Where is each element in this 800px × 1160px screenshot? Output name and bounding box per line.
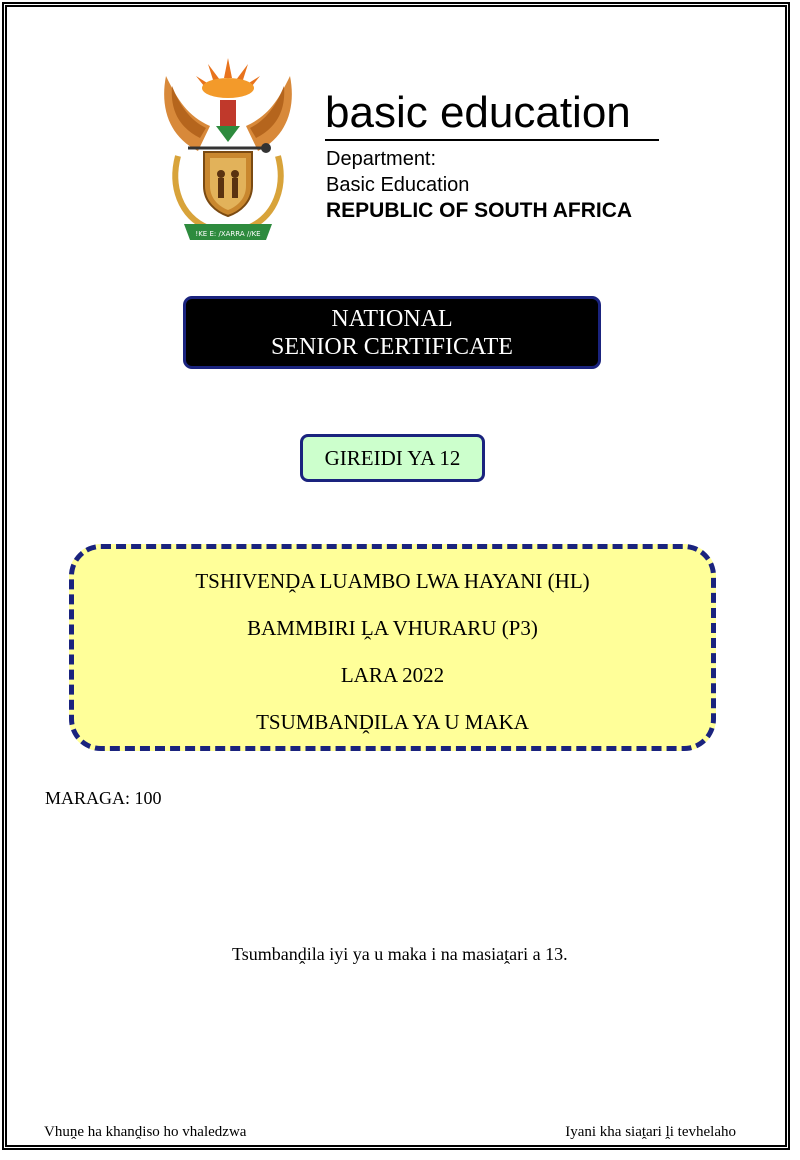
logo-title: basic education — [325, 88, 631, 137]
subject-panel — [69, 544, 716, 751]
country-name: REPUBLIC OF SOUTH AFRICA — [326, 199, 633, 222]
subject-document-type: TSUMBANḒILA YA U MAKA — [256, 710, 529, 734]
subject-session: LARA 2022 — [340, 663, 445, 687]
subject-paper: BAMMBIRI ḼA VHURARU (P3) — [247, 616, 538, 640]
pages-note: Tsumbanḓila iyi ya u maka i na masiaṱari a 13. — [232, 944, 568, 964]
department-name: Basic Education — [326, 174, 470, 196]
subject-language: TSHIVENḒA LUAMBO LWA HAYANI (HL) — [195, 569, 590, 593]
coat-of-arms-logo — [158, 56, 298, 242]
footer-copyright: Vhuṋe ha khanḓiso ho vhaledzwa — [44, 1124, 247, 1140]
grade-badge: GIREIDI YA 12 — [300, 434, 485, 482]
department-label: Department: — [326, 148, 437, 170]
motto-text: !KE E: /XARRA //KE — [195, 230, 261, 238]
logo-rule — [325, 139, 659, 141]
footer-turn-page: Iyani kha siaṱari ḽi tevhelaho — [565, 1124, 736, 1140]
total-marks: MARAGA: 100 — [45, 788, 162, 808]
certificate-line2: SENIOR CERTIFICATE — [271, 333, 513, 360]
certificate-line1: NATIONAL — [331, 305, 453, 332]
certificate-banner — [183, 296, 601, 369]
